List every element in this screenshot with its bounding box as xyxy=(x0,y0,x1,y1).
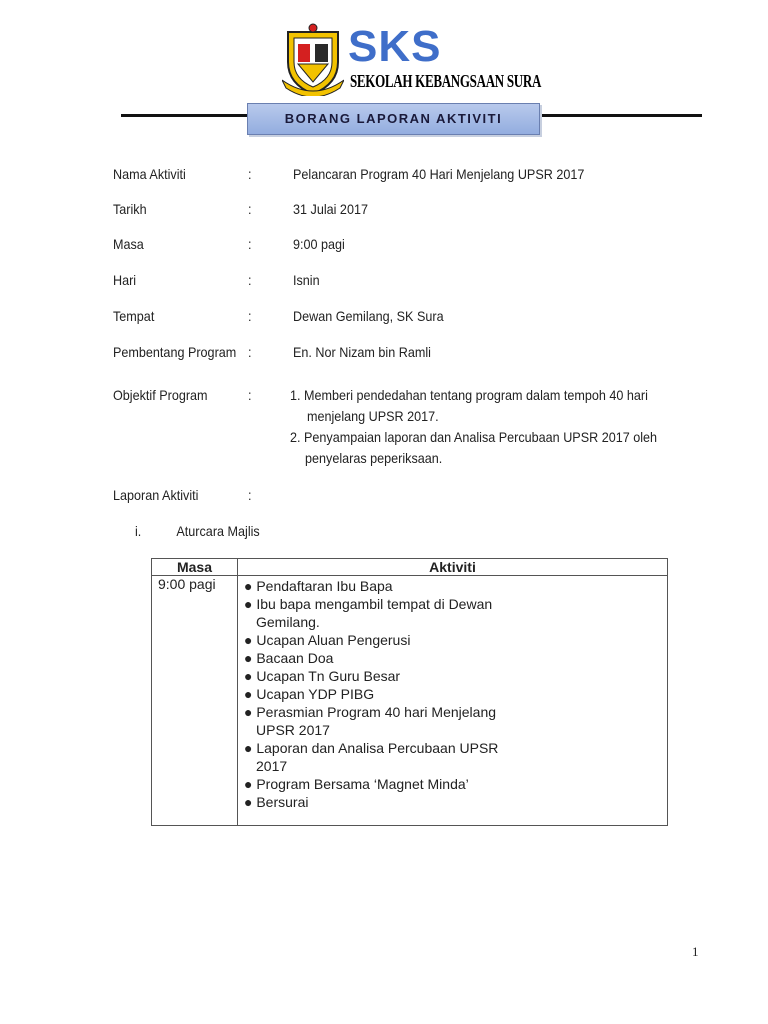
field-colon: : xyxy=(248,387,252,403)
field-label-objektif: Objektif Program xyxy=(113,387,208,403)
list-item-text: ● Pendaftaran Ibu Bapa xyxy=(244,578,393,594)
list-item xyxy=(244,775,661,793)
field-colon: : xyxy=(248,344,252,360)
list-item xyxy=(244,577,661,595)
field-value-pembentang: En. Nor Nizam bin Ramli xyxy=(293,344,431,360)
list-item-text: ● Ibu bapa mengambil tempat di Dewan xyxy=(244,596,493,612)
list-item-text: ● Bacaan Doa xyxy=(244,650,334,666)
section-number: i. xyxy=(135,523,142,539)
list-item-text: ● Ucapan Tn Guru Besar xyxy=(244,668,401,684)
objektif-line-2: 2. Penyampaian laporan dan Analisa Percubaan UPSR 2017 oleh xyxy=(290,429,658,445)
field-label-nama-aktiviti: Nama Aktiviti xyxy=(113,166,186,182)
field-colon: : xyxy=(248,272,252,288)
field-colon: : xyxy=(248,166,252,182)
header-rule-right xyxy=(540,114,702,117)
agenda-table xyxy=(151,558,668,826)
field-label-hari: Hari xyxy=(113,272,137,288)
page-number: 1 xyxy=(692,944,699,959)
field-colon: : xyxy=(248,487,252,503)
table-row xyxy=(152,576,668,826)
field-colon: : xyxy=(248,201,252,217)
agenda-activities xyxy=(238,576,668,826)
school-crest-icon xyxy=(282,22,344,96)
list-item xyxy=(244,595,661,631)
list-item-continuation: 2017 xyxy=(256,758,288,774)
objektif-line-1-cont: menjelang UPSR 2017. xyxy=(307,408,439,424)
section-title: Aturcara Majlis xyxy=(176,523,260,539)
school-logo xyxy=(282,22,542,96)
header-masa: Masa xyxy=(152,559,238,576)
list-item-text: ● Bersurai xyxy=(244,794,309,810)
header-rule-left xyxy=(121,114,247,117)
list-item xyxy=(244,703,661,739)
table-header-row xyxy=(152,559,668,576)
field-value-tempat: Dewan Gemilang, SK Sura xyxy=(293,308,444,324)
list-item xyxy=(244,649,661,667)
list-item-text: ● Perasmian Program 40 hari Menjelang xyxy=(244,704,497,720)
field-colon: : xyxy=(248,308,252,324)
field-value-tarikh: 31 Julai 2017 xyxy=(293,201,368,217)
field-label-masa: Masa xyxy=(113,236,144,252)
list-item xyxy=(244,685,661,703)
header-aktiviti: Aktiviti xyxy=(238,559,668,576)
field-value-nama-aktiviti: Pelancaran Program 40 Hari Menjelang UPSR 2017 xyxy=(293,166,585,182)
list-item xyxy=(244,793,661,811)
field-label-laporan: Laporan Aktiviti xyxy=(113,487,199,503)
list-item xyxy=(244,631,661,649)
field-value-masa: 9:00 pagi xyxy=(293,236,345,252)
section-aturcara xyxy=(135,523,260,539)
list-item xyxy=(244,739,661,775)
list-item xyxy=(244,667,661,685)
field-label-tarikh: Tarikh xyxy=(113,201,147,217)
list-item-text: ● Ucapan Aluan Pengerusi xyxy=(244,632,411,648)
field-colon: : xyxy=(248,236,252,252)
list-item-text: ● Laporan dan Analisa Percubaan UPSR xyxy=(244,740,499,756)
list-item-text: ● Ucapan YDP PIBG xyxy=(244,686,375,702)
agenda-time: 9:00 pagi xyxy=(152,576,238,826)
objektif-line-1: 1. Memberi pendedahan tentang program dalam tempoh 40 hari xyxy=(290,387,648,403)
field-value-hari: Isnin xyxy=(293,272,320,288)
field-label-tempat: Tempat xyxy=(113,308,155,324)
objektif-line-2-cont: penyelaras peperiksaan. xyxy=(305,450,443,466)
list-item-text: ● Program Bersama ‘Magnet Minda’ xyxy=(244,776,469,792)
field-label-pembentang: Pembentang Program xyxy=(113,344,237,360)
form-title-banner xyxy=(247,103,540,135)
list-item-continuation: Gemilang. xyxy=(256,614,320,630)
logo-abbreviation: SKS xyxy=(348,22,442,71)
school-name: SEKOLAH KEBANGSAAN SURA xyxy=(350,70,542,91)
form-title: BORANG LAPORAN AKTIVITI xyxy=(284,111,503,126)
list-item-continuation: UPSR 2017 xyxy=(256,722,330,738)
